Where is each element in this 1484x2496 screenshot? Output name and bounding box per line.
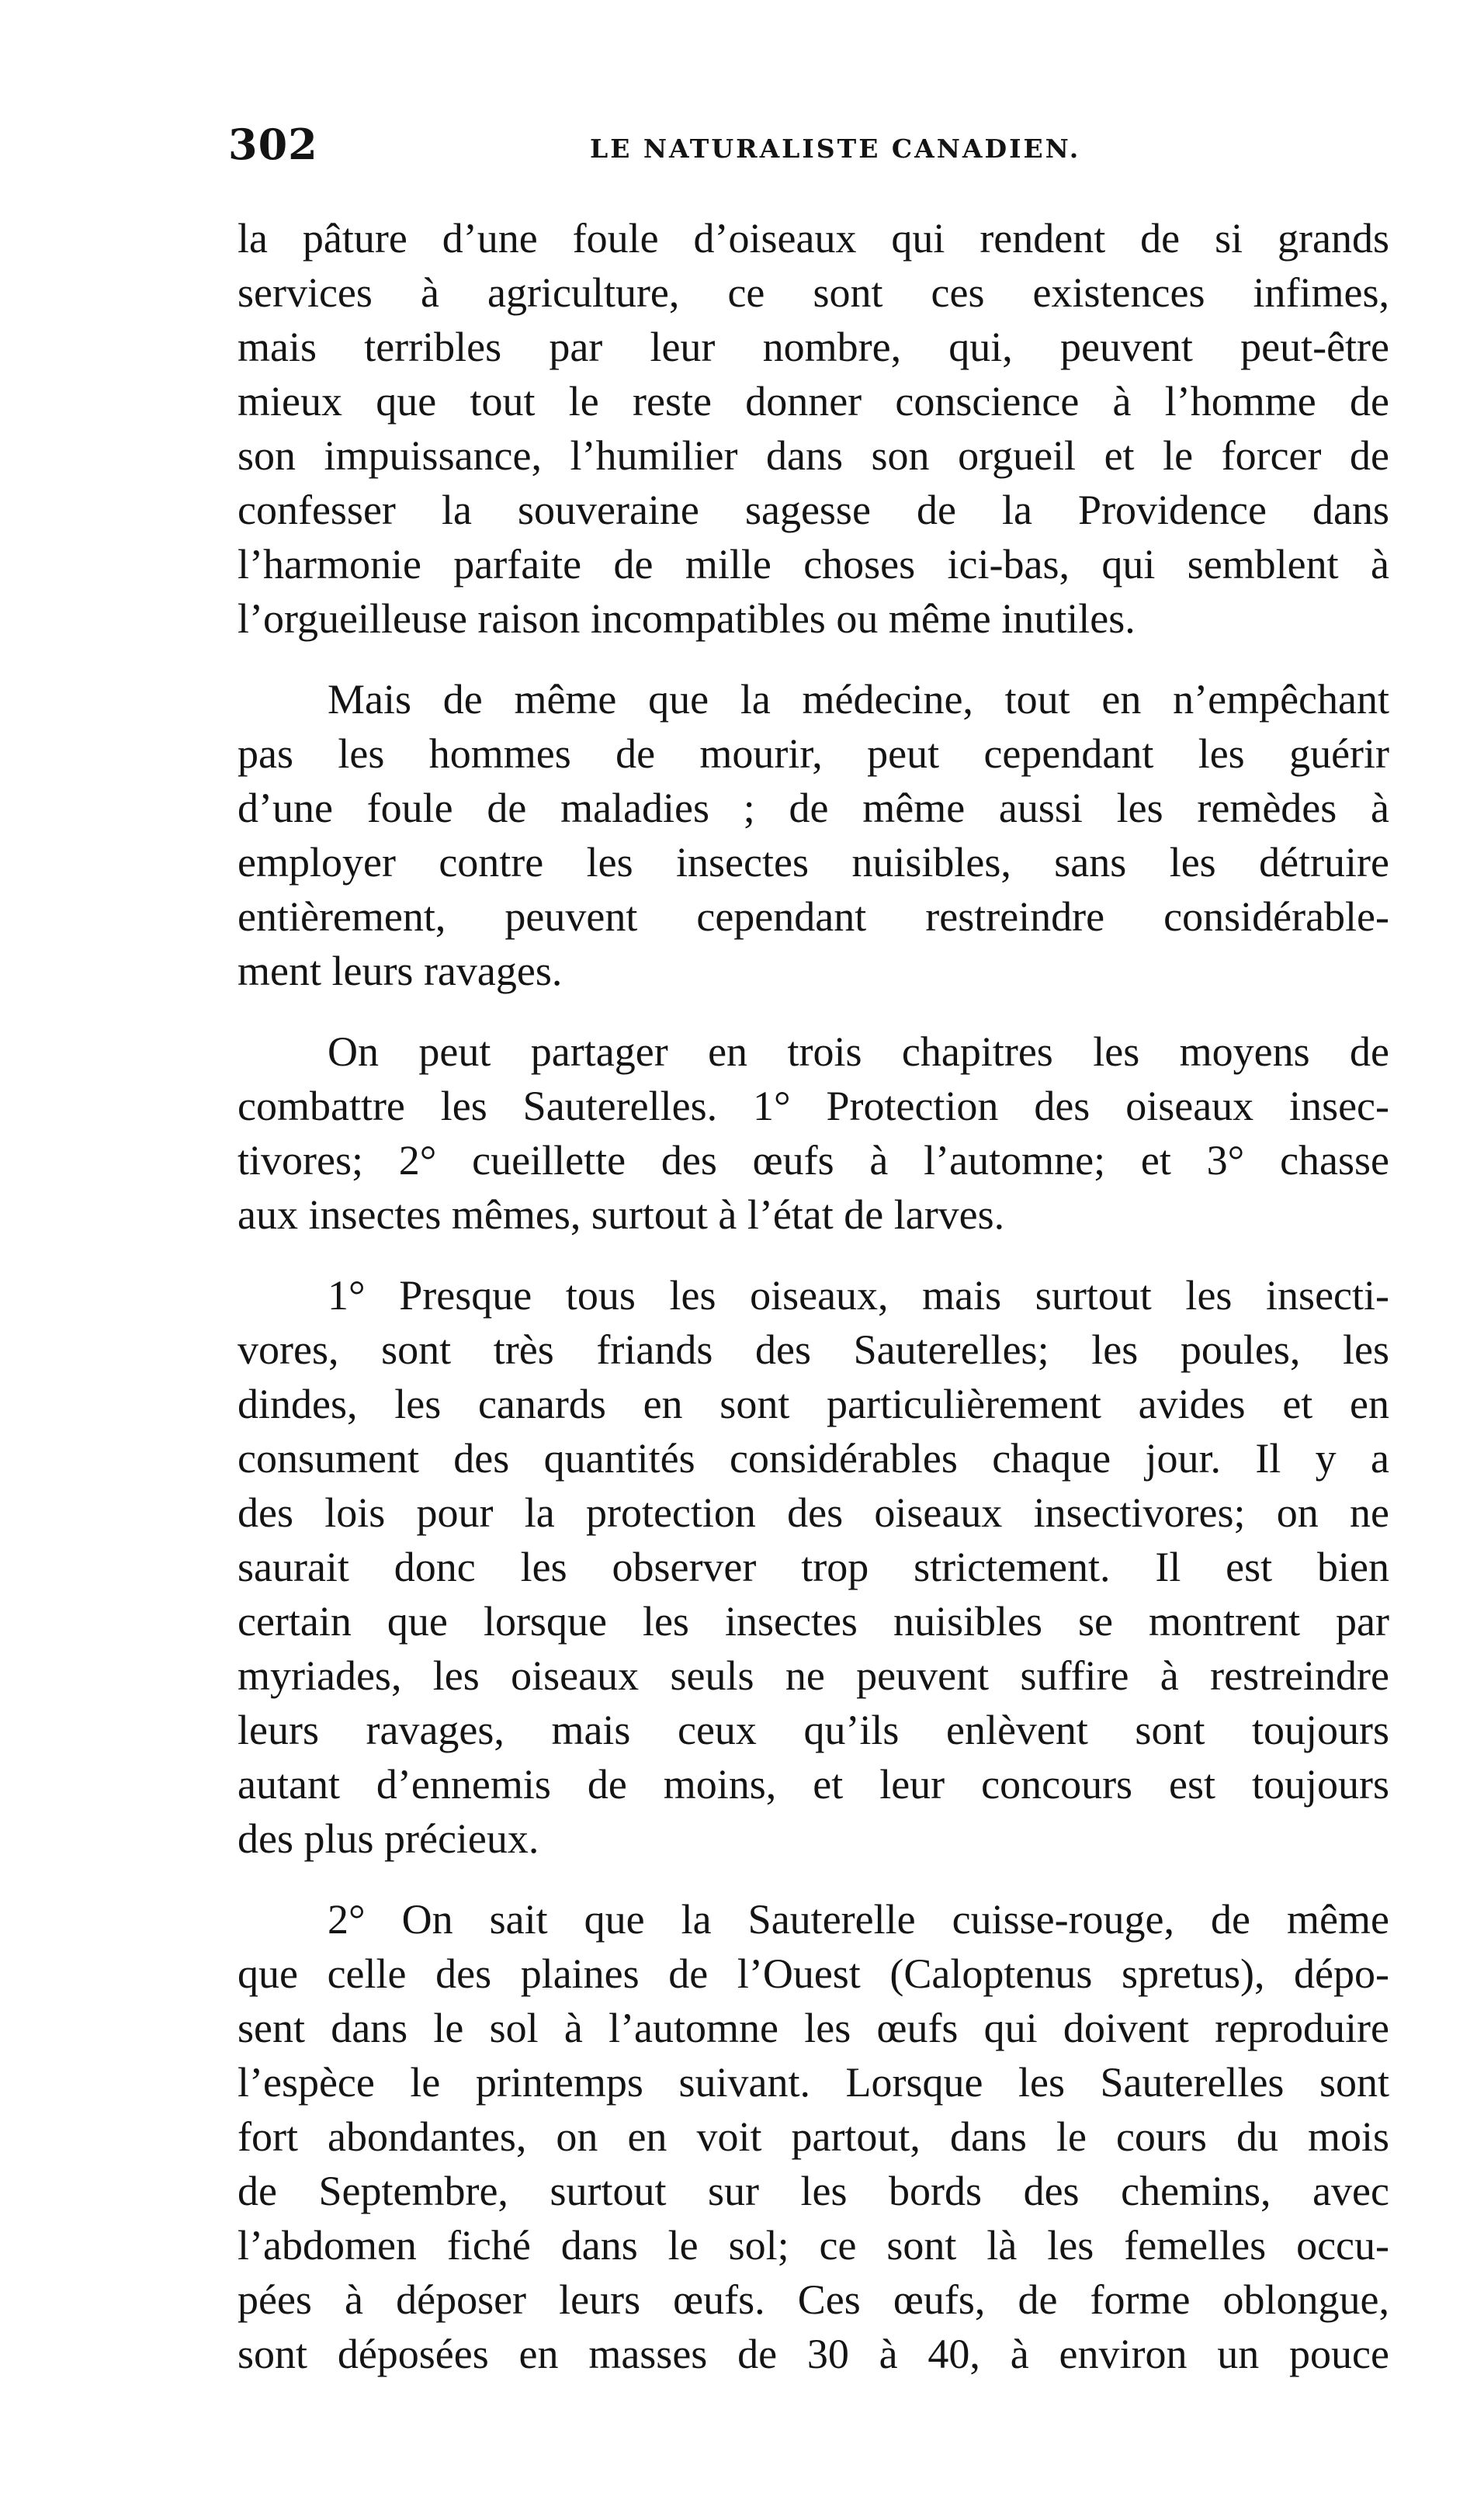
text-line: de Septembre, surtout sur les bords des chemins, avec xyxy=(238,2168,1389,2214)
text-line: combattre les Sauterelles. 1° Protection des oiseaux insec- xyxy=(238,1083,1389,1129)
text-line: saurait donc les observer trop strictement. Il est bien xyxy=(238,1544,1389,1590)
text-line: dindes, les canards en sont particulièrement avides et en xyxy=(238,1381,1389,1427)
text-line: On peut partager en trois chapitres les moyens de xyxy=(328,1028,1389,1075)
text-line: des lois pour la protection des oiseaux insectivores; on ne xyxy=(238,1489,1389,1536)
text-line: consument des quantités considérables chaque jour. Il y a xyxy=(238,1435,1389,1482)
text-line: l’orgueilleuse raison incompatibles ou même inutiles. xyxy=(238,595,1136,642)
text-line: certain que lorsque les insectes nuisibles se montrent par xyxy=(238,1598,1389,1645)
page-number: 302 xyxy=(228,120,318,169)
text-line: fort abondantes, on en voit partout, dans le cours du mois xyxy=(238,2113,1389,2160)
paragraph xyxy=(238,1268,1389,1866)
text-line: son impuissance, l’humilier dans son orgueil et le forcer de xyxy=(238,432,1389,479)
text-line: des plus précieux. xyxy=(238,1815,539,1862)
text-line: l’espèce le printemps suivant. Lorsque les Sauterelles sont xyxy=(238,2059,1389,2106)
text-line: d’une foule de maladies ; de même aussi les remèdes à xyxy=(238,785,1389,831)
text-line: entièrement, peuvent cependant restreindre considérable- xyxy=(238,893,1389,940)
text-line: 2° On sait que la Sauterelle cuisse-rouge, de même xyxy=(328,1896,1389,1943)
body-text xyxy=(238,211,1389,2381)
text-line: que celle des plaines de l’Ouest (Caloptenus spretus), dépo- xyxy=(238,1950,1389,1997)
text-line: autant d’ennemis de moins, et leur concours est toujours xyxy=(238,1761,1389,1808)
paragraph-gap xyxy=(238,1242,1389,1268)
text-line: aux insectes mêmes, surtout à l’état de larves. xyxy=(238,1191,1005,1238)
paragraph xyxy=(238,1892,1389,2381)
text-line: l’abdomen fiché dans le sol; ce sont là les femelles occu- xyxy=(238,2222,1389,2269)
text-line: vores, sont très friands des Sauterelles; les poules, les xyxy=(238,1326,1389,1373)
text-line: sont déposées en masses de 30 à 40, à environ un pouce xyxy=(238,2331,1389,2377)
paragraph xyxy=(238,1024,1389,1242)
text-line: Mais de même que la médecine, tout en n’empêchant xyxy=(328,676,1389,723)
text-line: pées à déposer leurs œufs. Ces œufs, de forme oblongue, xyxy=(238,2276,1389,2323)
running-title: LE NATURALISTE CANADIEN. xyxy=(590,133,1081,164)
text-line: employer contre les insectes nuisibles, sans les détruire xyxy=(238,839,1389,886)
text-line: pas les hommes de mourir, peut cependant les guérir xyxy=(238,730,1389,777)
paragraph-gap xyxy=(238,646,1389,672)
text-line: myriades, les oiseaux seuls ne peuvent suffire à restreindre xyxy=(238,1652,1389,1699)
paragraph-gap xyxy=(238,998,1389,1024)
text-line: tivores; 2° cueillette des œufs à l’automne; et 3° chasse xyxy=(238,1137,1389,1184)
paragraph xyxy=(238,672,1389,998)
text-line: 1° Presque tous les oiseaux, mais surtout les insecti- xyxy=(328,1272,1389,1319)
text-line: sent dans le sol à l’automne les œufs qui doivent reproduire xyxy=(238,2005,1389,2051)
paragraph xyxy=(238,211,1389,646)
text-line: services à agriculture, ce sont ces existences infimes, xyxy=(238,269,1389,316)
page-header xyxy=(225,116,1094,179)
text-line: confesser la souveraine sagesse de la Providence dans xyxy=(238,487,1389,533)
text-line: la pâture d’une foule d’oiseaux qui rendent de si grands xyxy=(238,215,1389,262)
paragraph-gap xyxy=(238,1866,1389,1892)
text-line: mais terribles par leur nombre, qui, peuvent peut-être xyxy=(238,324,1389,370)
text-line: mieux que tout le reste donner conscience à l’homme de xyxy=(238,378,1389,425)
text-line: ment leurs ravages. xyxy=(238,948,563,994)
text-line: l’harmonie parfaite de mille choses ici-bas, qui semblent à xyxy=(238,541,1389,588)
text-line: leurs ravages, mais ceux qu’ils enlèvent sont toujours xyxy=(238,1707,1389,1753)
